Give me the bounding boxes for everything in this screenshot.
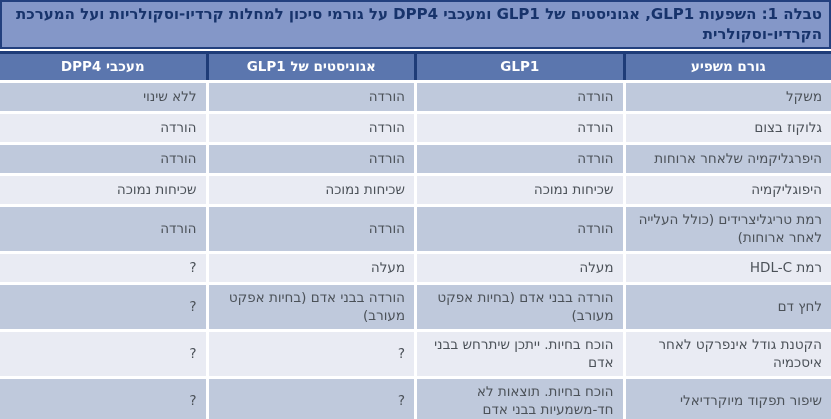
table-row bbox=[0, 332, 831, 376]
glp1-agonists-cell: שכיחות נמוכה bbox=[209, 176, 415, 204]
header-factor: גורם משפיע bbox=[623, 54, 831, 80]
factor-cell: גלוקוז בצום bbox=[626, 114, 831, 142]
table-row bbox=[0, 285, 831, 329]
table-header-row bbox=[0, 51, 831, 80]
factor-cell: היפוגליקמיה bbox=[626, 176, 831, 204]
dpp4-inhibitors-cell: ? bbox=[0, 285, 206, 329]
glp1-cell: מעלה bbox=[417, 254, 623, 282]
table-row bbox=[0, 379, 831, 419]
dpp4-inhibitors-cell: ? bbox=[0, 254, 206, 282]
dpp4-inhibitors-cell: שכיחות נמוכה bbox=[0, 176, 206, 204]
table-row bbox=[0, 114, 831, 142]
glp1-agonists-cell: הורדה bbox=[209, 83, 415, 111]
header-glp1-agonists: אגוניסטים של GLP1 bbox=[206, 54, 415, 80]
factor-cell: משקל bbox=[626, 83, 831, 111]
dpp4-inhibitors-cell: הורדה bbox=[0, 114, 206, 142]
dpp4-inhibitors-cell: ללא שינוי bbox=[0, 83, 206, 111]
glp1-cell: הורדה bbox=[417, 207, 623, 251]
glp1-cell: הוכח בחיות. ייתכן שיתרחש בבני אדם bbox=[417, 332, 623, 376]
dpp4-inhibitors-cell: הורדה bbox=[0, 207, 206, 251]
dpp4-inhibitors-cell: ? bbox=[0, 379, 206, 419]
glp1-agonists-cell: הורדה בבני אדם (בחיות אפקט מעורב) bbox=[209, 285, 415, 329]
factor-cell: שיפור תפקוד מיוקרדיאלי bbox=[626, 379, 831, 419]
factor-cell: היפרגליקמיה שלאחר ארוחות bbox=[626, 145, 831, 173]
factor-cell: רמת HDL-C bbox=[626, 254, 831, 282]
table-row bbox=[0, 145, 831, 173]
factor-cell: לחץ דם bbox=[626, 285, 831, 329]
glp1-agonists-cell: מעלה bbox=[209, 254, 415, 282]
glp1-agonists-cell: ? bbox=[209, 332, 415, 376]
table-row bbox=[0, 207, 831, 251]
table-body bbox=[0, 80, 831, 419]
effects-table bbox=[0, 51, 831, 419]
table-title: טבלה 1: השפעות GLP1, אגוניסטים של GLP1 ומעכבי DPP4 על גורמי סיכון למחלות קרדיו-וסקולריות ועל המערכת הקרדיו-וסקולרית bbox=[0, 0, 831, 49]
glp1-cell: הורדה bbox=[417, 145, 623, 173]
glp1-cell: הוכח בחיות. תוצאות לא חד-משמעיות בבני אדם bbox=[417, 379, 623, 419]
table-row bbox=[0, 176, 831, 204]
glp1-cell: הורדה bbox=[417, 83, 623, 111]
glp1-cell: שכיחות נמוכה bbox=[417, 176, 623, 204]
dpp4-inhibitors-cell: ? bbox=[0, 332, 206, 376]
glp1-agonists-cell: הורדה bbox=[209, 114, 415, 142]
glp1-agonists-cell: הורדה bbox=[209, 207, 415, 251]
table-row bbox=[0, 254, 831, 282]
glp1-cell: הורדה bbox=[417, 114, 623, 142]
dpp4-inhibitors-cell: הורדה bbox=[0, 145, 206, 173]
table-row bbox=[0, 83, 831, 111]
factor-cell: רמת טריגליצרידים (כולל העלייה לאחר ארוחות) bbox=[626, 207, 831, 251]
glp1-cell: הורדה בבני אדם (בחיות אפקט מעורב) bbox=[417, 285, 623, 329]
header-glp1: GLP1 bbox=[414, 54, 623, 80]
glp1-agonists-cell: ? bbox=[209, 379, 415, 419]
glp1-agonists-cell: הורדה bbox=[209, 145, 415, 173]
header-dpp4-inhibitors: מעכבי DPP4 bbox=[60, 59, 145, 75]
factor-cell: הקטנת גודל אינפרקט לאחר איסכמיה bbox=[626, 332, 831, 376]
